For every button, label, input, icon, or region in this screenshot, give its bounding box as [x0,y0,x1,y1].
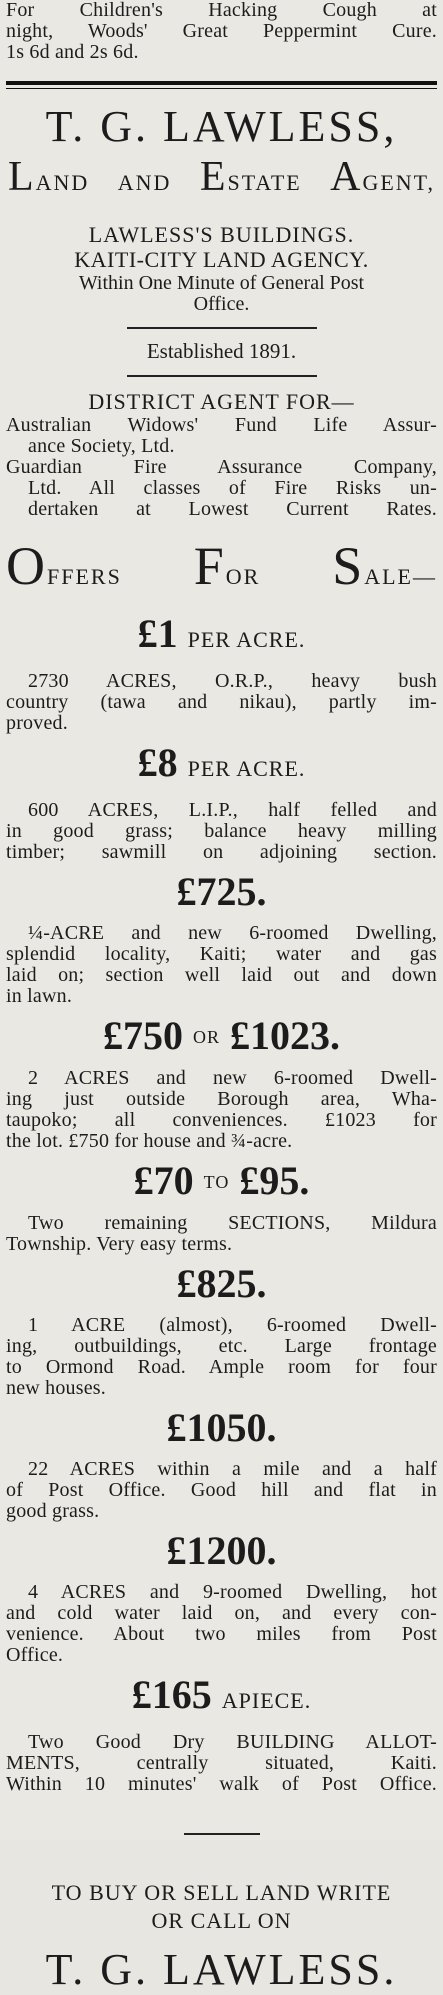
listing-price: £165 [131,1672,212,1717]
listing-price-alt: £95. [239,1158,310,1203]
listing-description [4,800,439,863]
listing-line: new houses. [6,1377,106,1399]
listing-line: Two remaining SECTIONS, Mildura [28,1212,437,1234]
listing-line: country (tawa and nikau), partly im- [6,691,437,713]
district-agent-heading: DISTRICT AGENT FOR— [88,389,355,414]
listing-description [4,1315,439,1399]
previous-ad-line: night, Woods' Great Peppermint Cure. [6,20,437,42]
listing-line: in good grass; balance heavy milling [6,820,437,842]
listing-line: of Post Office. Good hill and flat in [6,1479,437,1501]
listing-description [4,1732,439,1795]
listing-description [4,923,439,1007]
listing-line: venience. About two miles from Post [6,1623,437,1645]
previous-ad-line: For Children's Hacking Cough at [6,0,437,21]
agent-title-initial: L [8,154,36,200]
listing-price: £70 [133,1158,194,1203]
listing-price: £750 [102,1013,183,1058]
listing-price-heading [4,611,439,663]
listing-description [4,671,439,734]
listing-price-heading [4,1013,439,1060]
agency-line: KAITI-CITY LAND AGENCY. [74,247,369,272]
agent-title-word: STATE [227,170,302,195]
listing-price-suffix: PER ACRE. [187,756,306,781]
listing-line: timber; sawmill on adjoining section. [6,841,437,863]
advertiser-name: T. G. LAWLESS, [45,102,398,151]
listing-price-heading [4,869,439,915]
previous-ad [4,0,439,63]
listing-line: Township. Very easy terms. [6,1233,233,1255]
listing-line: ¼-ACRE and new 6-roomed Dwelling, [28,922,437,944]
listing-line: Office. [6,1644,64,1666]
listing-line: the lot. £750 for house and ¾-acre. [6,1130,293,1152]
listing-line: laid on; section well laid out and down [6,964,437,986]
offers-for-sale-heading [6,538,437,605]
agency-line: Guardian Fire Assurance Company, [6,456,437,478]
listing-description [4,1582,439,1666]
offers-word: ALE— [364,564,437,589]
listing-line: 4 ACRES and 9-roomed Dwelling, hot [28,1581,437,1603]
listing-description [4,1068,439,1152]
short-rule-divider [127,327,317,329]
agency-line: dertaken at Lowest Current Rates. [28,498,437,520]
listing-price-suffix: PER ACRE. [187,627,306,652]
location-line: Within One Minute of General Post [78,272,365,294]
listing-price-heading [4,1405,439,1451]
listing-line: MENTS, centrally situated, Kaiti. [6,1752,437,1774]
listing-price: £1050. [166,1405,277,1450]
established-line: Established 1891. [146,339,297,363]
listing-price: £825. [176,1261,267,1306]
listing-line: 2730 ACRES, O.R.P., heavy bush [28,670,437,692]
listing-line: 1 ACRE (almost), 6-roomed Dwell- [28,1314,437,1336]
listing-line: and cold water laid on, and every con- [6,1602,437,1624]
listing-line: 600 ACRES, L.I.P., half felled and [28,799,437,821]
listing-price-suffix: APIECE. [221,1688,312,1713]
listing-line: ing, outbuildings, etc. Large frontage [6,1335,437,1357]
listing-line: Within 10 minutes' walk of Post Office. [6,1773,437,1795]
listing-price-alt: £1023. [230,1013,340,1058]
listing-line: Two Good Dry BUILDING ALLOT- [28,1731,437,1753]
listing-line: 22 ACRES within a mile and a half [28,1458,437,1480]
listing-line: to Ormond Road. Ample room for four [6,1356,437,1378]
agent-title-word: AND [117,170,172,195]
listing-line: good grass. [6,1500,100,1522]
offers-initial: O [6,536,47,596]
listing-line: splendid locality, Kaiti; water and gas [6,943,437,965]
agent-title-word: GENT, [362,170,435,195]
listing-line: in lawn. [6,985,73,1007]
listing-price-heading [4,1158,439,1205]
listing-price: £8 [137,740,178,785]
agency-line: Australian Widows' Fund Life Assur- [6,414,437,436]
agency-entry [4,457,439,520]
agent-title [8,154,435,203]
listing-price-heading [4,1672,439,1724]
listing-price: £1 [137,611,178,656]
call-to-action-line: TO BUY OR SELL LAND WRITE [51,1880,392,1905]
short-rule-divider [184,1833,260,1835]
listing-description [4,1459,439,1522]
location-line: Office. [193,293,250,315]
agent-title-word: AND [35,170,90,195]
listing-description [4,1213,439,1255]
listing-line: ing just outside Borough area, Wha- [6,1088,437,1110]
listing-price: £1200. [166,1528,277,1573]
listing-price-connector: TO [203,1172,230,1192]
listing-price: £725. [176,869,267,914]
footer-advertiser-name: T. G. LAWLESS. [45,1945,398,1994]
double-rule-divider [6,81,437,89]
offers-initial: F [193,536,226,596]
agency-line: Ltd. All classes of Fire Risks un- [28,477,437,499]
agent-title-initial: A [330,154,363,200]
listing-line: 2 ACRES and new 6-roomed Dwell- [28,1067,437,1089]
listing-line: proved. [6,712,68,734]
agency-entry [4,415,439,457]
agent-title-initial: E [199,154,228,200]
previous-ad-line: 1s 6d and 2s 6d. [6,41,139,63]
agency-line: ance Society, Ltd. [28,435,175,457]
offers-word: FFERS [47,564,122,589]
buildings-line: LAWLESS'S BUILDINGS. [88,222,355,247]
offers-word: OR [225,564,261,589]
call-to-action-line: OR CALL ON [151,1908,292,1933]
listing-price-heading [4,1528,439,1574]
offers-initial: S [332,536,365,596]
listing-price-heading [4,740,439,792]
listing-price-heading [4,1261,439,1307]
listing-price-connector: OR [192,1027,220,1047]
short-rule-divider [127,375,317,377]
listing-line: taupoko; all conveniences. £1023 for [6,1109,437,1131]
